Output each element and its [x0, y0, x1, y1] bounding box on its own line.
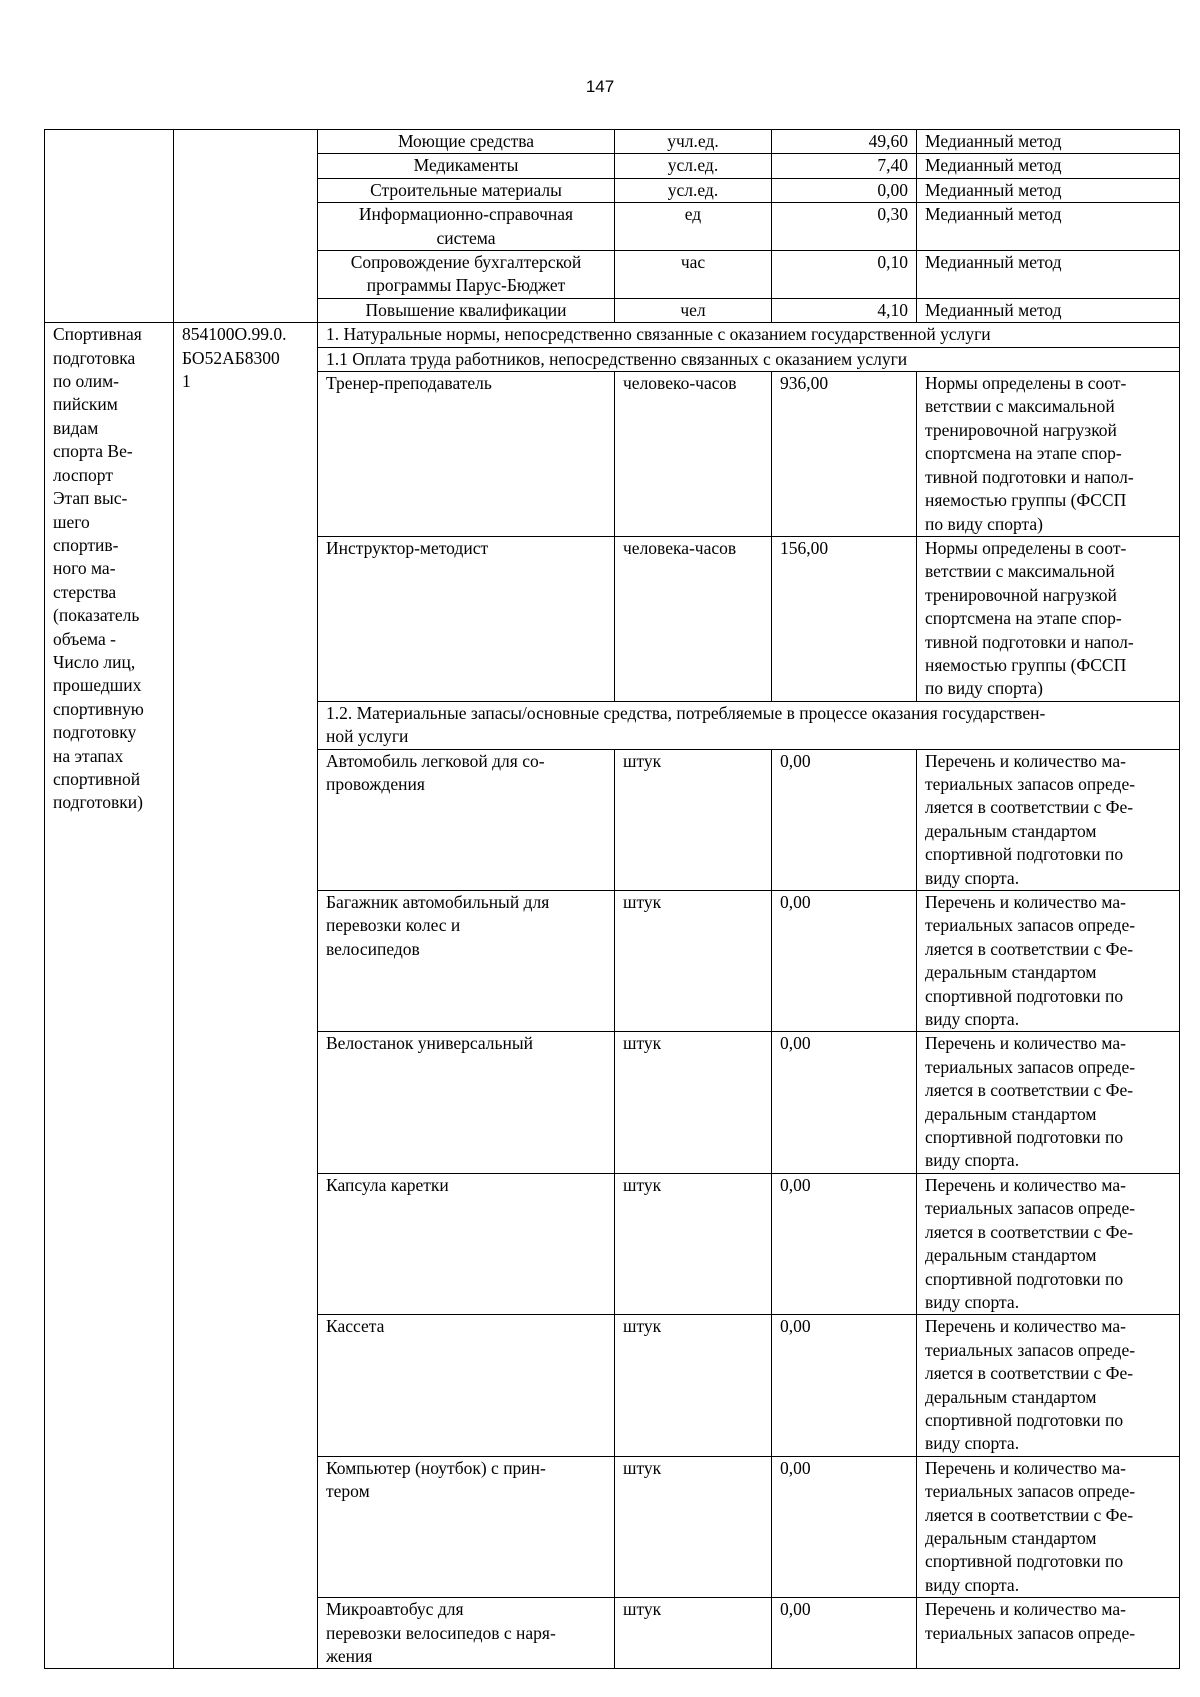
resource-name: Велостанок универсальный	[318, 1032, 615, 1173]
section-heading-natural-norms: 1. Натуральные нормы, непосредственно связанные с оказанием государственной услуги	[318, 323, 1180, 347]
unit: штук	[615, 1032, 772, 1173]
note: Перечень и количество ма- териальных запасов опреде- ляется в соответствии с Фе- деральным стандартом спортивной подготовки по виду спорта.	[917, 1456, 1180, 1597]
note: Перечень и количество ма- териальных запасов опреде-	[917, 1598, 1180, 1669]
unit: учл.ед.	[615, 130, 772, 154]
unit: ед	[615, 203, 772, 251]
unit: усл.ед.	[615, 178, 772, 202]
resource-name: Микроавтобус для перевозки велосипедов с наря- жения	[318, 1598, 615, 1669]
unit: штук	[615, 749, 772, 890]
resource-name: Повышение квалификации	[318, 298, 615, 322]
unit: человека-часов	[615, 536, 772, 701]
method: Медианный метод	[917, 130, 1180, 154]
method: Медианный метод	[917, 298, 1180, 322]
service-title: Спортивная подготовка по олим- пийским видам спорта Ве- лоспорт Этап выс- шего спортив- ного ма- стерства (показатель объема - Число лиц, прошедших спортивную подготовку на этапах спортивной подготовки)	[45, 323, 174, 1669]
method: Медианный метод	[917, 251, 1180, 299]
unit: усл.ед.	[615, 154, 772, 178]
resource-name: Строительные материалы	[318, 178, 615, 202]
unit: штук	[615, 1598, 772, 1669]
note: Перечень и количество ма- териальных запасов опреде- ляется в соответствии с Фе- деральным стандартом спортивной подготовки по виду спорта.	[917, 1315, 1180, 1456]
resource-name: Инструктор-методист	[318, 536, 615, 701]
note: Перечень и количество ма- териальных запасов опреде- ляется в соответствии с Фе- деральным стандартом спортивной подготовки по виду спорта.	[917, 1173, 1180, 1314]
note: Перечень и количество ма- териальных запасов опреде- ляется в соответствии с Фе- деральным стандартом спортивной подготовки по виду спорта.	[917, 1032, 1180, 1173]
unit: чел	[615, 298, 772, 322]
unit: штук	[615, 891, 772, 1032]
value: 0,00	[772, 1173, 917, 1314]
cost-norms-table	[44, 129, 1180, 1669]
resource-name: Информационно-справочная система	[318, 203, 615, 251]
method: Медианный метод	[917, 203, 1180, 251]
blank-service-cell	[45, 130, 174, 323]
resource-name: Медикаменты	[318, 154, 615, 178]
unit: человеко-часов	[615, 372, 772, 537]
section-row	[45, 323, 1180, 347]
service-code: 854100О.99.0. БО52АБ8300 1	[174, 323, 318, 1669]
value: 0,10	[772, 251, 917, 299]
note: Нормы определены в соот- ветствии с максимальной тренировочной нагрузкой спортсмена на этапе спор- тивной подготовки и напол- няемостью группы (ФССП по виду спорта)	[917, 372, 1180, 537]
value: 0,00	[772, 1032, 917, 1173]
value: 4,10	[772, 298, 917, 322]
value: 49,60	[772, 130, 917, 154]
note: Перечень и количество ма- териальных запасов опреде- ляется в соответствии с Фе- деральным стандартом спортивной подготовки по виду спорта.	[917, 749, 1180, 890]
value: 0,00	[772, 891, 917, 1032]
resource-name: Багажник автомобильный для перевозки колес и велосипедов	[318, 891, 615, 1032]
note: Нормы определены в соот- ветствии с максимальной тренировочной нагрузкой спортсмена на этапе спор- тивной подготовки и напол- няемостью группы (ФССП по виду спорта)	[917, 536, 1180, 701]
resource-name: Моющие средства	[318, 130, 615, 154]
unit: час	[615, 251, 772, 299]
method: Медианный метод	[917, 154, 1180, 178]
resource-name: Кассета	[318, 1315, 615, 1456]
note: Перечень и количество ма- териальных запасов опреде- ляется в соответствии с Фе- деральным стандартом спортивной подготовки по виду спорта.	[917, 891, 1180, 1032]
resource-name: Сопровождение бухгалтерской программы Парус-Бюджет	[318, 251, 615, 299]
table-row	[45, 130, 1180, 154]
resource-name: Капсула каретки	[318, 1173, 615, 1314]
resource-name: Компьютер (ноутбок) с прин- тером	[318, 1456, 615, 1597]
value: 0,00	[772, 749, 917, 890]
value: 0,00	[772, 1315, 917, 1456]
page-number: 147	[585, 77, 615, 96]
resource-name: Автомобиль легковой для со- провождения	[318, 749, 615, 890]
unit: штук	[615, 1456, 772, 1597]
value: 0,00	[772, 178, 917, 202]
blank-code-cell	[174, 130, 318, 323]
value: 0,00	[772, 1598, 917, 1669]
value: 936,00	[772, 372, 917, 537]
unit: штук	[615, 1315, 772, 1456]
value: 0,30	[772, 203, 917, 251]
value: 156,00	[772, 536, 917, 701]
value: 0,00	[772, 1456, 917, 1597]
section-heading-materials: 1.2. Материальные запасы/основные средства, потребляемые в процессе оказания государствен- ной услуги	[318, 701, 1180, 749]
section-heading-labor: 1.1 Оплата труда работников, непосредственно связанных с оказанием услуги	[318, 347, 1180, 371]
method: Медианный метод	[917, 178, 1180, 202]
value: 7,40	[772, 154, 917, 178]
resource-name: Тренер-преподаватель	[318, 372, 615, 537]
unit: штук	[615, 1173, 772, 1314]
